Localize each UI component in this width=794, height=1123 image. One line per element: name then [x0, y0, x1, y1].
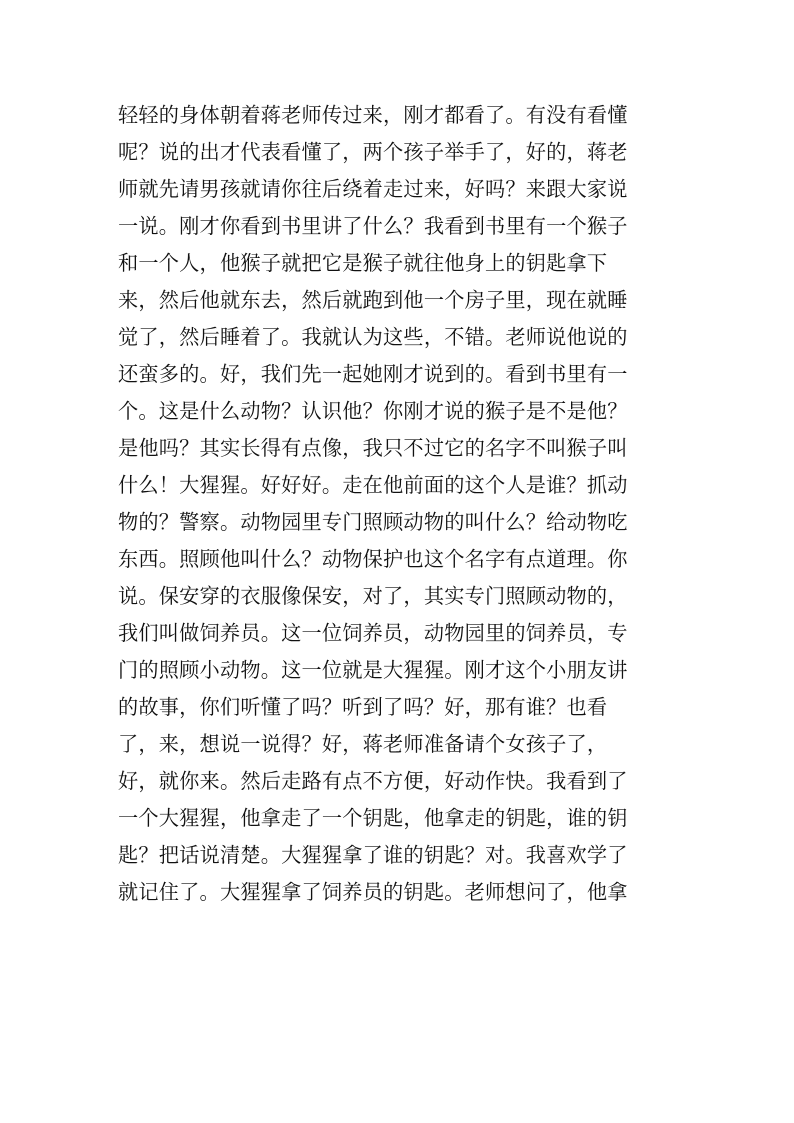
text-line-18: 了，来，想说一说得？好，蒋老师准备请个女孩子了，: [118, 732, 608, 756]
text-line-21: 匙？把话说清楚。大猩猩拿了谁的钥匙？对。我喜欢学了: [118, 843, 628, 867]
text-line-22: 就记住了。大猩猩拿了饲养员的钥匙。老师想问了，他拿: [118, 880, 628, 904]
text-line-8: 还蛮多的。好，我们先一起她刚才说到的。看到书里有一: [118, 362, 628, 386]
text-line-12: 物的？警察。动物园里专门照顾动物的叫什么？给动物吃: [118, 510, 628, 534]
text-line-20: 一个大猩猩，他拿走了一个钥匙，他拿走的钥匙，谁的钥: [118, 806, 628, 830]
text-line-1: 轻轻的身体朝着蒋老师传过来，刚才都看了。有没有看懂: [118, 103, 628, 127]
text-line-13: 东西。照顾他叫什么？动物保护也这个名字有点道理。你: [118, 547, 628, 571]
text-line-16: 门的照顾小动物。这一位就是大猩猩。刚才这个小朋友讲: [118, 658, 628, 682]
text-line-3: 师就先请男孩就请你往后绕着走过来，好吗？来跟大家说: [118, 177, 628, 201]
text-line-9: 个。这是什么动物？认识他？你刚才说的猴子是不是他？: [118, 399, 628, 423]
body-text: [118, 97, 658, 911]
text-line-5: 和一个人，他猴子就把它是猴子就往他身上的钥匙拿下: [118, 251, 608, 275]
text-line-2: 呢？说的出才代表看懂了，两个孩子举手了，好的，蒋老: [118, 140, 628, 164]
text-line-19: 好，就你来。然后走路有点不方便，好动作快。我看到了: [118, 769, 628, 793]
text-line-14: 说。保安穿的衣服像保安，对了，其实专门照顾动物的，: [118, 584, 628, 608]
text-line-11: 什么！大猩猩。好好好。走在他前面的这个人是谁？抓动: [118, 473, 628, 497]
text-line-6: 来，然后他就东去，然后就跑到他一个房子里，现在就睡: [118, 288, 628, 312]
text-line-10: 是他吗？其实长得有点像，我只不过它的名字不叫猴子叫: [118, 436, 628, 460]
text-line-4: 一说。刚才你看到书里讲了什么？我看到书里有一个猴子: [118, 214, 628, 238]
text-line-7: 觉了，然后睡着了。我就认为这些，不错。老师说他说的: [118, 325, 628, 349]
text-line-15: 我们叫做饲养员。这一位饲养员，动物园里的饲养员，专: [118, 621, 628, 645]
text-line-17: 的故事，你们听懂了吗？听到了吗？好，那有谁？也看: [118, 695, 608, 719]
